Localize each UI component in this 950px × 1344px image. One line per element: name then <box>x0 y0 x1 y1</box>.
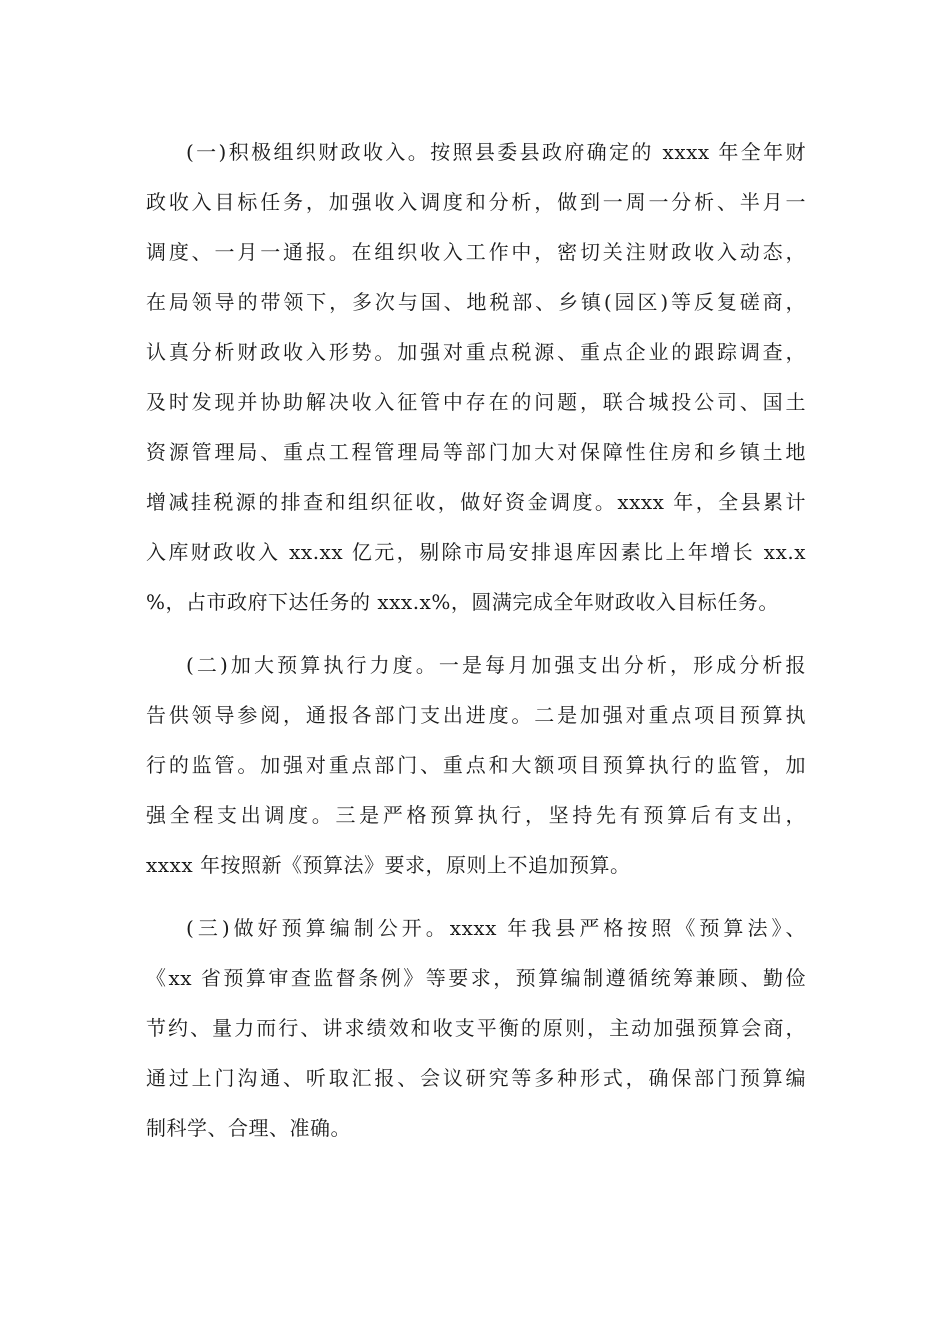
paragraph-line: 《xx 省预算审查监督条例》等要求，预算编制遵循统筹兼顾、勤俭 <box>146 966 806 990</box>
paragraph-line: 及时发现并协助解决收入征管中存在的问题，联合城投公司、国土 <box>146 390 806 414</box>
paragraph-line: 强全程支出调度。三是严格预算执行，坚持先有预算后有支出， <box>146 803 806 827</box>
paragraph-line: 认真分析财政收入形势。加强对重点税源、重点企业的跟踪调查， <box>146 340 806 364</box>
paragraph-line: 告供领导参阅，通报各部门支出进度。二是加强对重点项目预算执 <box>146 703 806 727</box>
paragraph-line: 行的监管。加强对重点部门、重点和大额项目预算执行的监管，加 <box>146 753 806 777</box>
paragraph-line: xxxx 年按照新《预算法》要求，原则上不追加预算。 <box>146 853 631 877</box>
paragraph-line: 资源管理局、重点工程管理局等部门加大对保障性住房和乡镇土地 <box>146 440 806 464</box>
paragraph-line: (三)做好预算编制公开。xxxx 年我县严格按照《预算法》、 <box>186 916 806 940</box>
paragraph-line: 入库财政收入 xx.xx 亿元，剔除市局安排退库因素比上年增长 xx.x <box>146 540 806 564</box>
paragraph-line: 节约、量力而行、讲求绩效和收支平衡的原则，主动加强预算会商， <box>146 1016 806 1040</box>
paragraph-line: (一)积极组织财政收入。按照县委县政府确定的 xxxx 年全年财 <box>186 140 806 164</box>
paragraph-line: 通过上门沟通、听取汇报、会议研究等多种形式，确保部门预算编 <box>146 1066 806 1090</box>
paragraph-line: 在局领导的带领下，多次与国、地税部、乡镇(园区)等反复磋商， <box>146 290 806 314</box>
paragraph-line: 制科学、合理、准确。 <box>146 1116 351 1140</box>
paragraph-line: %，占市政府下达任务的 xxx.x%，圆满完成全年财政收入目标任务。 <box>146 590 779 614</box>
paragraph-line: 政收入目标任务，加强收入调度和分析，做到一周一分析、半月一 <box>146 190 806 214</box>
paragraph-line: 增减挂税源的排查和组织征收，做好资金调度。xxxx 年，全县累计 <box>146 490 806 514</box>
paragraph-line: (二)加大预算执行力度。一是每月加强支出分析，形成分析报 <box>186 653 806 677</box>
paragraph-line: 调度、一月一通报。在组织收入工作中，密切关注财政收入动态， <box>146 240 806 264</box>
